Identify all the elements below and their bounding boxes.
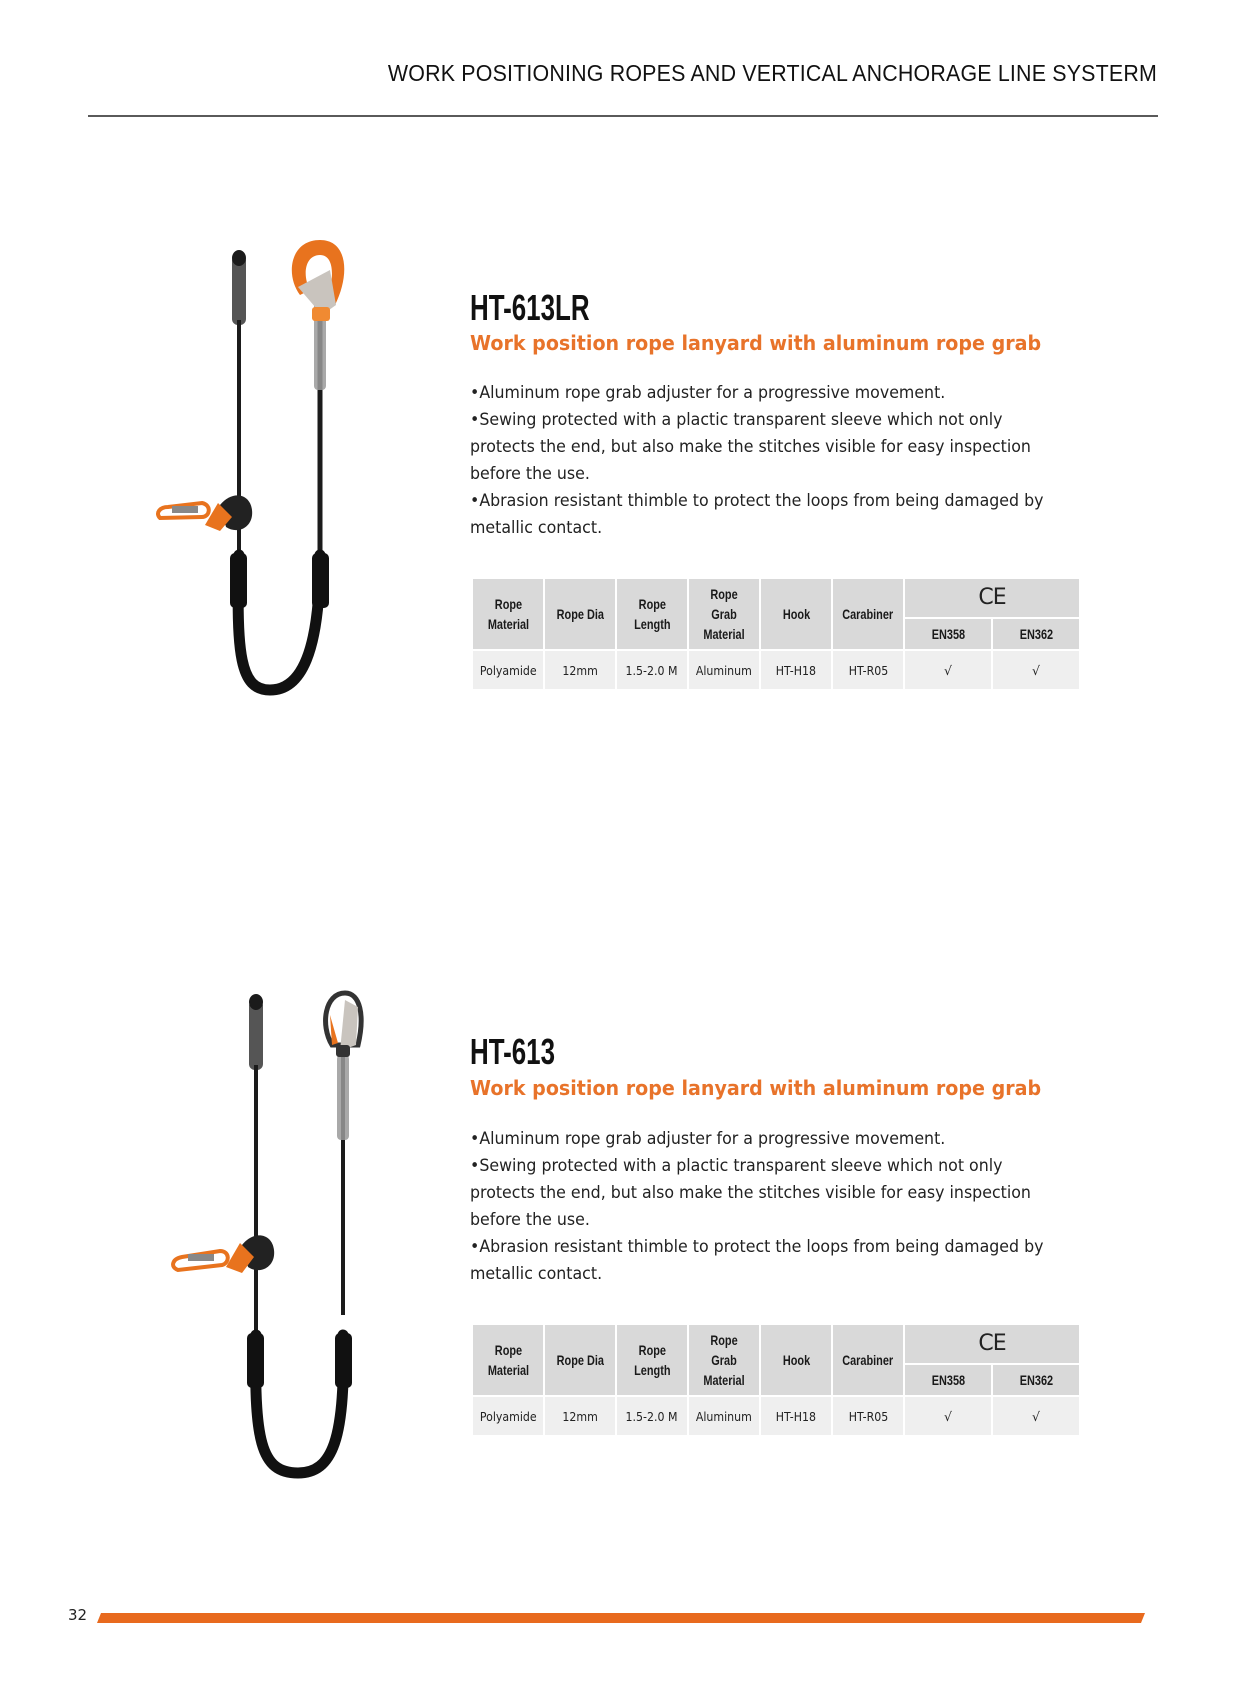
col-header-en362: EN362 — [992, 618, 1080, 650]
feature-line: •Abrasion resistant thimble to protect the loops from being damaged by — [470, 1237, 1044, 1257]
ce-mark-icon: CE — [904, 578, 1080, 618]
col-header-rope-material: Rope Material — [472, 578, 544, 650]
cell-hook: HT-H18 — [760, 1396, 832, 1436]
cell-rope-dia: 12mm — [544, 650, 616, 690]
cell-en362-check-icon: √ — [992, 1396, 1080, 1436]
feature-line: before the use. — [470, 464, 590, 484]
feature-line: before the use. — [470, 1210, 590, 1230]
cell-carabiner: HT-R05 — [832, 650, 904, 690]
feature-line: •Abrasion resistant thimble to protect the loops from being damaged by — [470, 491, 1044, 511]
product-model-title — [470, 287, 636, 328]
spec-table — [471, 577, 1081, 691]
footer-accent-bar — [97, 1613, 1145, 1623]
cell-rope-dia: 12mm — [544, 1396, 616, 1436]
table-row — [472, 650, 1080, 690]
col-header-carabiner: Carabiner — [832, 578, 904, 650]
cell-rope-material: Polyamide — [472, 1396, 544, 1436]
header-divider — [88, 115, 1158, 117]
col-header-rope-grab-material: Rope Grab Material — [688, 578, 760, 650]
col-header-rope-grab-material: Rope Grab Material — [688, 1324, 760, 1396]
product-model-title — [470, 1031, 588, 1072]
ce-mark-icon: CE — [904, 1324, 1080, 1364]
product-image-icon — [160, 985, 390, 1485]
product-image-icon — [150, 235, 380, 735]
col-header-rope-material: Rope Material — [472, 1324, 544, 1396]
cell-en362-check-icon: √ — [992, 650, 1080, 690]
cell-en358-check-icon: √ — [904, 1396, 992, 1436]
feature-line: protects the end, but also make the stitches visible for easy inspection — [470, 1183, 1031, 1203]
product-model-text: HT-613 — [470, 1031, 556, 1072]
product-subtitle-text: Work position rope lanyard with aluminum rope grab — [470, 331, 1042, 355]
cell-rope-grab-material: Aluminum — [688, 650, 760, 690]
col-header-rope-length: Rope Length — [616, 1324, 688, 1396]
product-feature-list — [470, 380, 1090, 542]
product-subtitle-text: Work position rope lanyard with aluminum rope grab — [470, 1076, 1042, 1100]
col-header-hook: Hook — [760, 1324, 832, 1396]
col-header-carabiner: Carabiner — [832, 1324, 904, 1396]
cell-rope-grab-material: Aluminum — [688, 1396, 760, 1436]
feature-line: •Sewing protected with a plactic transparent sleeve which not only — [470, 1156, 1003, 1176]
cell-hook: HT-H18 — [760, 650, 832, 690]
col-header-en362: EN362 — [992, 1364, 1080, 1396]
col-header-rope-dia: Rope Dia — [544, 578, 616, 650]
feature-line: •Aluminum rope grab adjuster for a progressive movement. — [470, 1129, 946, 1149]
product-model-text: HT-613LR — [470, 287, 590, 328]
product-feature-list — [470, 1126, 1090, 1288]
cell-rope-length: 1.5-2.0 M — [616, 1396, 688, 1436]
cell-rope-material: Polyamide — [472, 650, 544, 690]
page-header-title-text: WORK POSITIONING ROPES AND VERTICAL ANCHORAGE LINE SYSTERM — [387, 60, 1157, 86]
col-header-rope-dia: Rope Dia — [544, 1324, 616, 1396]
col-header-en358: EN358 — [904, 618, 992, 650]
product-subtitle — [470, 1075, 1084, 1101]
feature-line: metallic contact. — [470, 1264, 603, 1284]
product-subtitle — [470, 330, 1084, 356]
feature-line: protects the end, but also make the stitches visible for easy inspection — [470, 437, 1031, 457]
cell-carabiner: HT-R05 — [832, 1396, 904, 1436]
feature-line: •Aluminum rope grab adjuster for a progressive movement. — [470, 383, 946, 403]
page-number: 32 — [68, 1606, 88, 1624]
page-header-title — [300, 60, 1157, 87]
spec-table — [471, 1323, 1081, 1437]
feature-line: metallic contact. — [470, 518, 603, 538]
table-row — [472, 1396, 1080, 1436]
col-header-en358: EN358 — [904, 1364, 992, 1396]
cell-rope-length: 1.5-2.0 M — [616, 650, 688, 690]
col-header-rope-length: Rope Length — [616, 578, 688, 650]
cell-en358-check-icon: √ — [904, 650, 992, 690]
feature-line: •Sewing protected with a plactic transparent sleeve which not only — [470, 410, 1003, 430]
col-header-hook: Hook — [760, 578, 832, 650]
